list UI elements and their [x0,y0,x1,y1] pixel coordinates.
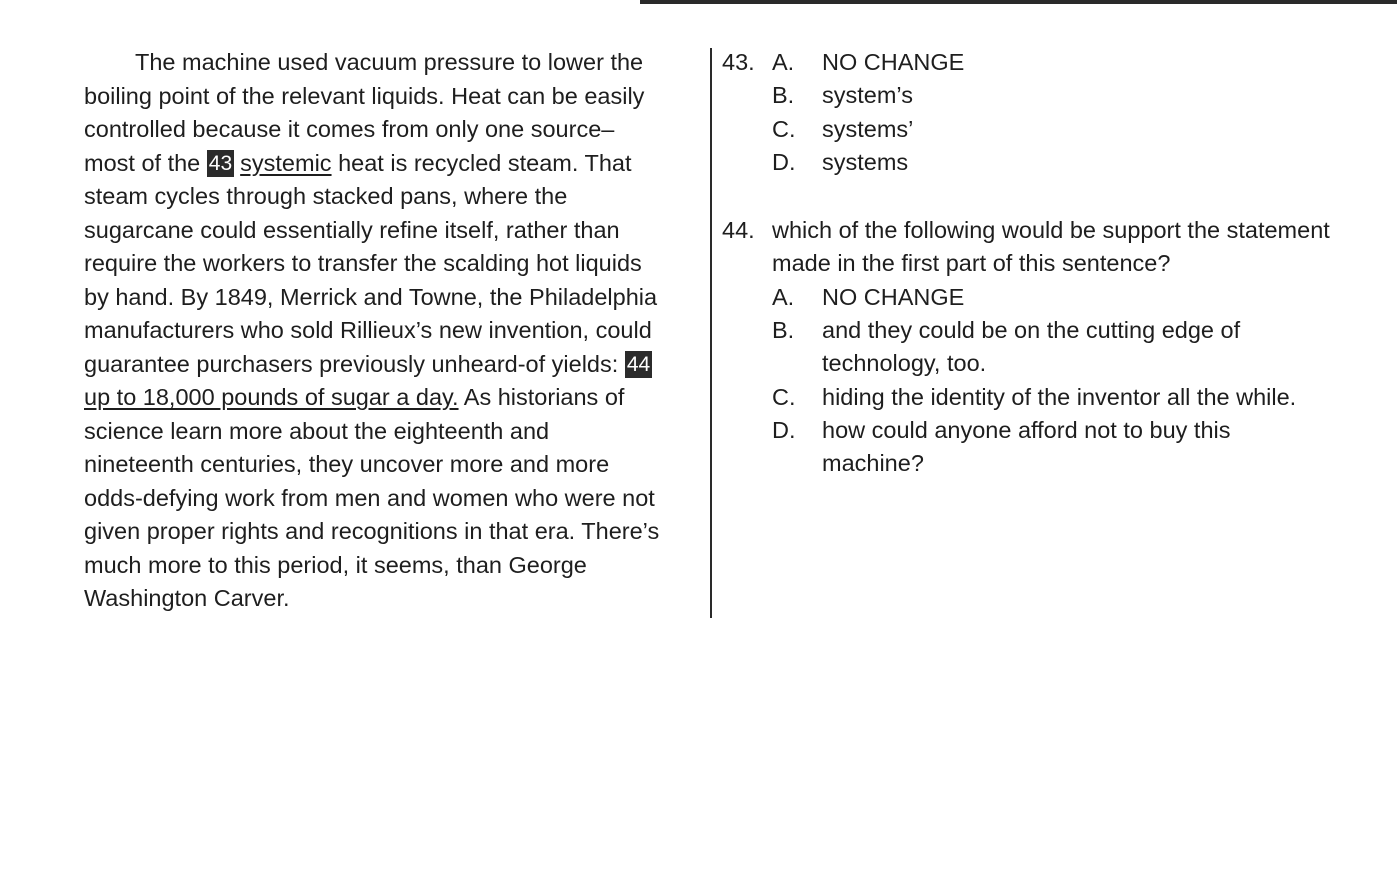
question-stem: which of the following would be support the statement made in the first part of this sentence? [772,217,1330,277]
option-text: NO CHANGE [822,283,965,310]
option-letter: D. [772,416,796,443]
answer-option-d[interactable] [722,146,1382,179]
passage [84,46,704,616]
top-rule [640,0,1397,4]
option-letter: C. [772,383,796,410]
passage-line: much more to this period, it seems, than George [84,551,587,578]
underlined-portion-44: up to 18,000 pounds of sugar a day. [84,384,459,410]
question-number: 43. [722,49,755,75]
option-text: systems [822,148,909,175]
answer-option-a[interactable] [722,46,1382,79]
answer-option-b[interactable] [722,314,1287,381]
passage-line: boiling point of the relevant liquids. Heat can be easily [84,82,645,109]
option-letter: A. [772,283,795,310]
passage-line: The machine used vacuum pressure to lower the [135,49,644,75]
option-letter: B. [772,82,795,109]
passage-text: heat is recycled steam. That [331,149,632,176]
question-44 [722,214,1382,480]
answer-option-d[interactable] [722,414,1262,481]
passage-line [84,147,704,181]
underlined-portion-43: systemic [240,149,332,176]
passage-line: Washington Carver. [84,585,290,611]
passage-line [84,381,704,415]
passage-line: require the workers to transfer the scalding hot liquids [84,250,642,276]
answer-option-c[interactable] [722,113,1382,146]
passage-line: by hand. By 1849, Merrick and Towne, the Philadelphia [84,283,658,310]
passage-text: most of the [84,149,207,176]
question-43 [722,46,1382,179]
passage-line: sugarcane could essentially refine itself, rather than [84,216,620,243]
answer-option-b[interactable] [722,79,1382,112]
passage-text: guarantee purchasers previously unheard-of yields: [84,350,625,377]
option-text: how could anyone afford not to buy this machine? [822,416,1231,477]
option-letter: A. [772,49,795,75]
passage-line: given proper rights and recognitions in that era. There’s [84,518,660,544]
option-letter: C. [772,115,796,142]
passage-line: manufacturers who sold Rillieux’s new invention, could [84,317,652,343]
passage-line: odds-defying work from men and women who were not [84,484,655,511]
option-text: NO CHANGE [822,49,965,75]
questions-column [722,46,1382,481]
passage-line: nineteenth centuries, they uncover more and more [84,451,610,477]
option-letter: D. [772,148,796,175]
passage-text: As historians of [458,384,625,410]
answer-option-a[interactable] [722,281,1382,314]
passage-line: controlled because it comes from only one source– [84,116,615,142]
option-letter: B. [772,317,795,344]
question-marker-43: 43 [208,151,233,175]
option-text: and they could be on the cutting edge of technology, too. [822,317,1241,377]
passage-line: steam cycles through stacked pans, where the [84,183,568,209]
answer-option-c[interactable] [722,381,1382,414]
column-divider [710,48,712,618]
option-text: system’s [822,82,913,109]
question-marker-44: 44 [626,352,651,376]
question-number: 44. [722,217,755,244]
option-text: hiding the identity of the inventor all the while. [822,383,1297,410]
passage-line [84,348,704,382]
passage-line: science learn more about the eighteenth and [84,417,550,444]
option-text: systems’ [822,115,914,142]
